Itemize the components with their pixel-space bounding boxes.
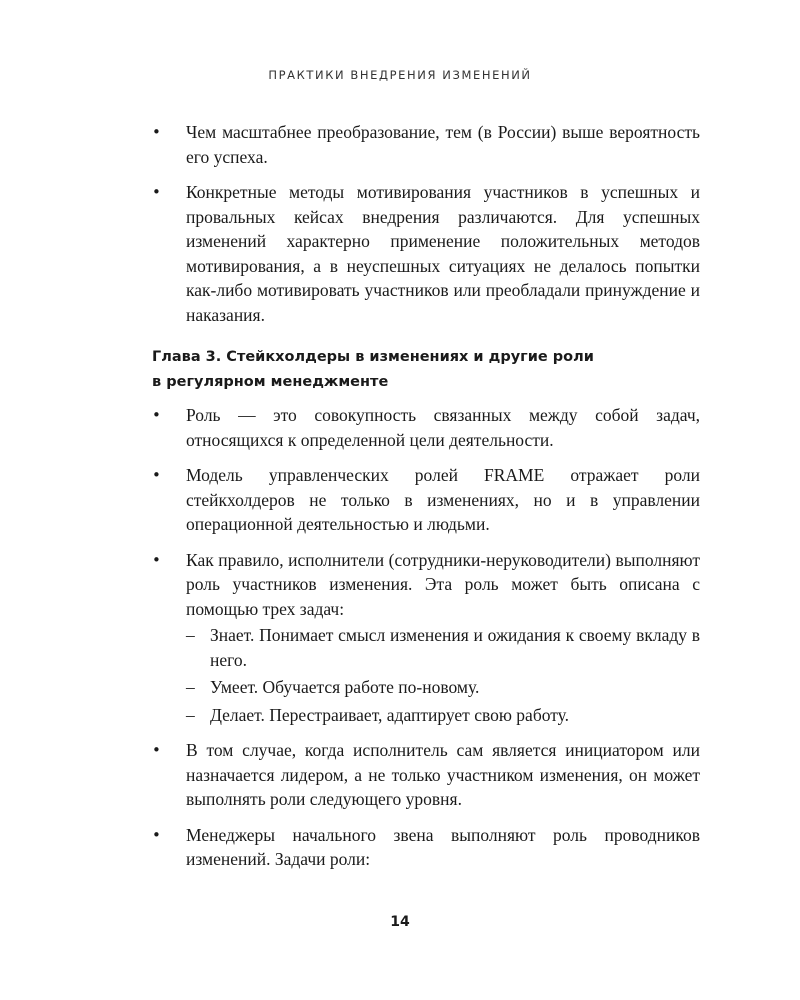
page-body xyxy=(152,120,700,883)
dash-item: – Знает. Понимает смысл изменения и ожидания к своему вкладу в него. xyxy=(186,623,700,672)
chapter-heading xyxy=(152,345,700,395)
list-item: • Менеджеры начального звена выполняют роль проводников изменений. Задачи роли: xyxy=(152,823,700,872)
dash-item: – Делает. Перестраивает, адаптирует свою работу. xyxy=(186,703,700,728)
list-item: • Роль — это совокупность связанных между собой задач, относящихся к определенной цели деятельности. xyxy=(152,403,700,452)
list-item xyxy=(152,548,700,728)
dash-item: – Умеет. Обучается работе по-новому. xyxy=(186,675,700,700)
running-head: ПРАКТИКИ ВНЕДРЕНИЯ ИЗМЕНЕНИЙ xyxy=(268,68,532,82)
chapter-heading-line1: Глава 3. Стейкхолдеры в изменениях и другие роли xyxy=(152,349,594,365)
bullet-list-chapter3 xyxy=(152,403,700,872)
list-item: • Конкретные методы мотивирования участников в успешных и провальных кейсах внедрения различаются. Для успешных изменений характерно применение положительных методов мотивирования, а в неуспешных ситуациях не делалось попытки как-либо мотивировать участников или преобладали принуждение и наказания. xyxy=(152,180,700,327)
list-item-text: Как правило, исполнители (сотрудники-неруководители) выполняют роль участников изменения. Эта роль может быть описана с помощью трех задач: xyxy=(186,549,700,619)
list-item: • Чем масштабнее преобразование, тем (в России) выше вероятность его успеха. xyxy=(152,120,700,169)
bullet-list-section1 xyxy=(152,120,700,327)
page-number: 14 xyxy=(390,914,410,930)
list-item: • Модель управленческих ролей FRAME отражает роли стейкхолдеров не только в изменениях, но и в управлении операционной деятельностью и людьми. xyxy=(152,463,700,537)
list-item: • В том случае, когда исполнитель сам является инициатором или назначается лидером, а не только участником изменения, он может выполнять роли следующего уровня. xyxy=(152,738,700,812)
chapter-heading-line2: в регулярном менеджменте xyxy=(152,374,389,390)
dash-list xyxy=(186,623,700,727)
